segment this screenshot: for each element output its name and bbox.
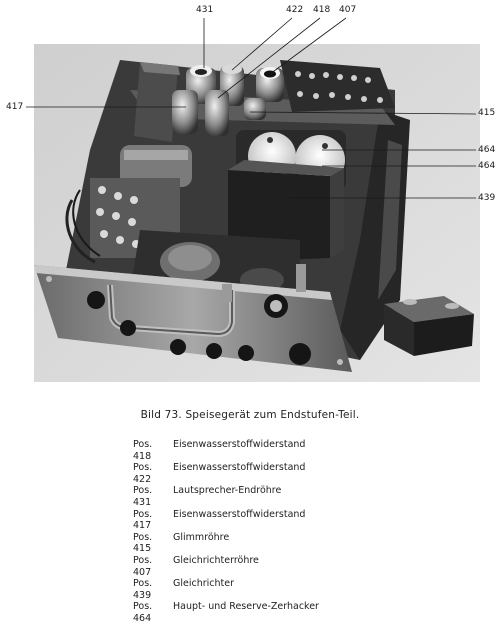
callout-418: 418 (313, 5, 331, 15)
legend-row (133, 462, 319, 485)
legend-pos: Pos. 422 (133, 462, 153, 485)
legend-pos: Pos. 407 (133, 554, 153, 578)
legend-row (133, 578, 319, 601)
figure-caption: Bild 73. Speisegerät zum Endstufen-Teil. (140, 409, 360, 421)
legend-desc: Eisenwasserstoffwiderstand (173, 508, 306, 520)
legend-row (133, 509, 319, 532)
parts-legend (133, 439, 319, 625)
callout-415: 415 (478, 108, 496, 118)
callout-417: 417 (6, 102, 24, 112)
tube-418 (205, 90, 229, 136)
legend-pos: Pos. 431 (133, 485, 153, 508)
tube-407 (256, 67, 284, 102)
legend-row (133, 485, 319, 508)
tube-417 (172, 90, 198, 134)
legend-row (133, 601, 319, 624)
callout-464-b: 464 (478, 161, 496, 171)
callout-439: 439 (478, 193, 496, 203)
legend-pos: Pos. 417 (133, 508, 153, 532)
legend-row (133, 532, 319, 555)
legend-desc: Eisenwasserstoffwiderstand (173, 462, 306, 474)
callout-407: 407 (339, 5, 357, 15)
legend-pos: Pos. 415 (133, 531, 153, 555)
legend-desc: Haupt- und Reserve-Zerhacker (173, 601, 319, 613)
legend-row (133, 555, 319, 578)
tube-415 (244, 98, 266, 120)
legend-desc: Lautsprecher-Endröhre (173, 485, 282, 497)
legend-desc: Eisenwasserstoffwiderstand (173, 439, 306, 450)
legend-desc: Glimmröhre (173, 531, 230, 543)
legend-desc: Gleichrichter (173, 578, 234, 590)
legend-pos: Pos. 439 (133, 578, 153, 601)
legend-row (133, 439, 319, 462)
legend-pos: Pos. 464 (133, 601, 153, 624)
legend-pos: Pos. 418 (133, 439, 153, 462)
callout-422: 422 (286, 5, 304, 15)
callout-431: 431 (196, 5, 214, 15)
callout-464-a: 464 (478, 145, 496, 155)
legend-desc: Gleichrichterröhre (173, 554, 259, 566)
